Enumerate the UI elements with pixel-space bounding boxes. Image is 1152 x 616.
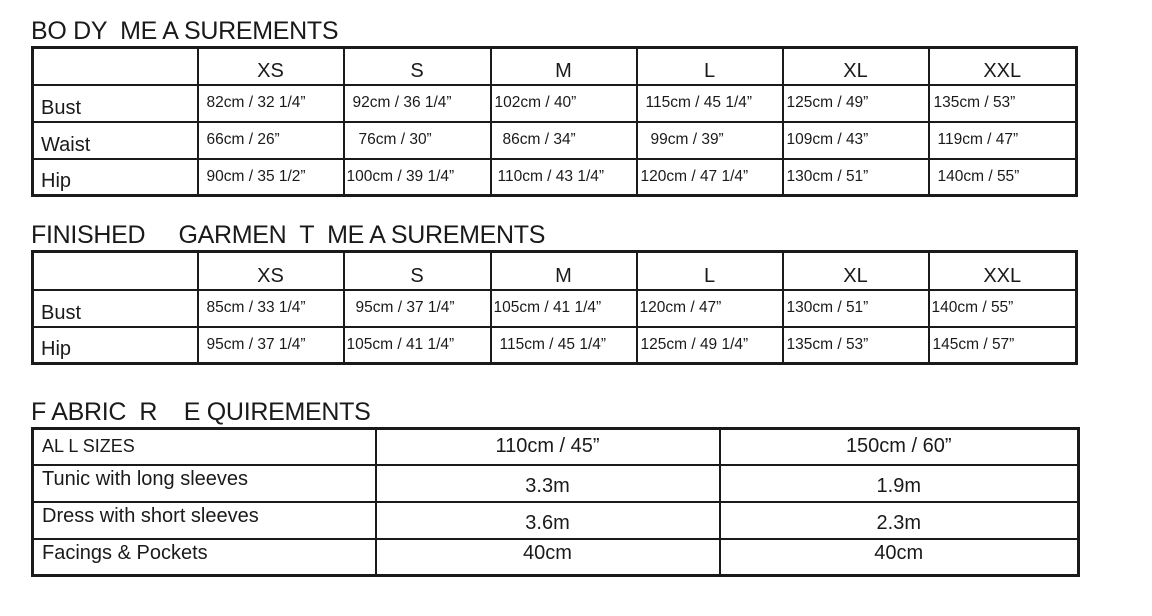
size-header-s: S — [344, 48, 491, 85]
measurement-cell: 90cm / 35 1/2” — [198, 159, 344, 196]
row-label-bust: Bust — [33, 290, 198, 327]
row-label-waist: Waist — [33, 122, 198, 159]
table-row — [33, 122, 1077, 159]
fabric-amount-cell: 40cm — [720, 539, 1079, 576]
measurement-cell: 119cm / 47” — [929, 122, 1077, 159]
table-row — [33, 290, 1077, 327]
fabric-header-row — [33, 429, 1079, 465]
measurement-cell: 95cm / 37 1/4” — [344, 290, 491, 327]
size-header-xs: XS — [198, 48, 344, 85]
measurement-cell: 145cm / 57” — [929, 327, 1077, 364]
fabric-amount-cell: 2.3m — [720, 502, 1079, 539]
table-row — [33, 502, 1079, 539]
measurement-cell: 130cm / 51” — [783, 290, 929, 327]
size-header-m: M — [491, 48, 637, 85]
size-header-xxl: XXL — [929, 252, 1077, 290]
measurement-cell: 110cm / 43 1/4” — [491, 159, 637, 196]
finished-garment-measurements-table — [31, 250, 1078, 365]
fabric-width-110-header: 110cm / 45” — [376, 429, 720, 465]
measurement-cell: 102cm / 40” — [491, 85, 637, 122]
garment-label: Dress with short sleeves — [33, 502, 376, 539]
row-label-bust: Bust — [33, 85, 198, 122]
measurement-cell: 135cm / 53” — [783, 327, 929, 364]
blank-header-cell — [33, 252, 198, 290]
size-header-m: M — [491, 252, 637, 290]
row-label-hip: Hip — [33, 327, 198, 364]
blank-header-cell — [33, 48, 198, 85]
size-header-l: L — [637, 48, 783, 85]
measurement-cell: 100cm / 39 1/4” — [344, 159, 491, 196]
measurement-cell: 92cm / 36 1/4” — [344, 85, 491, 122]
measurement-cell: 82cm / 32 1/4” — [198, 85, 344, 122]
measurement-cell: 99cm / 39” — [637, 122, 783, 159]
fabric-amount-cell: 40cm — [376, 539, 720, 576]
table-row — [33, 465, 1079, 502]
measurement-cell: 115cm / 45 1/4” — [491, 327, 637, 364]
measurement-cell: 140cm / 55” — [929, 290, 1077, 327]
table-row — [33, 85, 1077, 122]
garment-label: Facings & Pockets — [33, 539, 376, 576]
fabric-amount-cell: 1.9m — [720, 465, 1079, 502]
fabric-amount-cell: 3.3m — [376, 465, 720, 502]
measurement-cell: 66cm / 26” — [198, 122, 344, 159]
measurement-cell: 115cm / 45 1/4” — [637, 85, 783, 122]
measurement-cell: 135cm / 53” — [929, 85, 1077, 122]
measurement-cell: 130cm / 51” — [783, 159, 929, 196]
fabric-amount-cell: 3.6m — [376, 502, 720, 539]
size-header-xl: XL — [783, 252, 929, 290]
table-row — [33, 159, 1077, 196]
fabric-requirements-table — [31, 427, 1080, 577]
size-header-xxl: XXL — [929, 48, 1077, 85]
measurement-cell: 86cm / 34” — [491, 122, 637, 159]
measurement-cell: 105cm / 41 1/4” — [344, 327, 491, 364]
row-label-hip: Hip — [33, 159, 198, 196]
measurement-cell: 120cm / 47” — [637, 290, 783, 327]
size-header-row — [33, 48, 1077, 85]
all-sizes-label: AL L SIZES — [33, 429, 376, 465]
measurement-cell: 109cm / 43” — [783, 122, 929, 159]
table-row — [33, 327, 1077, 364]
measurement-cell: 120cm / 47 1/4” — [637, 159, 783, 196]
body-measurements-title: BO DY ME A SUREMENTS — [31, 17, 339, 45]
measurement-cell: 85cm / 33 1/4” — [198, 290, 344, 327]
table-row — [33, 539, 1079, 576]
measurement-cell: 125cm / 49 1/4” — [637, 327, 783, 364]
size-header-xs: XS — [198, 252, 344, 290]
finished-garment-measurements-title: FINISHED GARMEN T ME A SUREMENTS — [31, 221, 546, 249]
measurement-cell: 95cm / 37 1/4” — [198, 327, 344, 364]
measurement-cell: 76cm / 30” — [344, 122, 491, 159]
measurement-cell: 105cm / 41 1/4” — [491, 290, 637, 327]
measurement-cell: 125cm / 49” — [783, 85, 929, 122]
measurement-cell: 140cm / 55” — [929, 159, 1077, 196]
size-header-xl: XL — [783, 48, 929, 85]
size-header-s: S — [344, 252, 491, 290]
size-header-l: L — [637, 252, 783, 290]
garment-label: Tunic with long sleeves — [33, 465, 376, 502]
fabric-width-150-header: 150cm / 60” — [720, 429, 1079, 465]
size-header-row — [33, 252, 1077, 290]
body-measurements-table — [31, 46, 1078, 197]
fabric-requirements-title: F ABRIC R E QUIREMENTS — [31, 398, 371, 426]
